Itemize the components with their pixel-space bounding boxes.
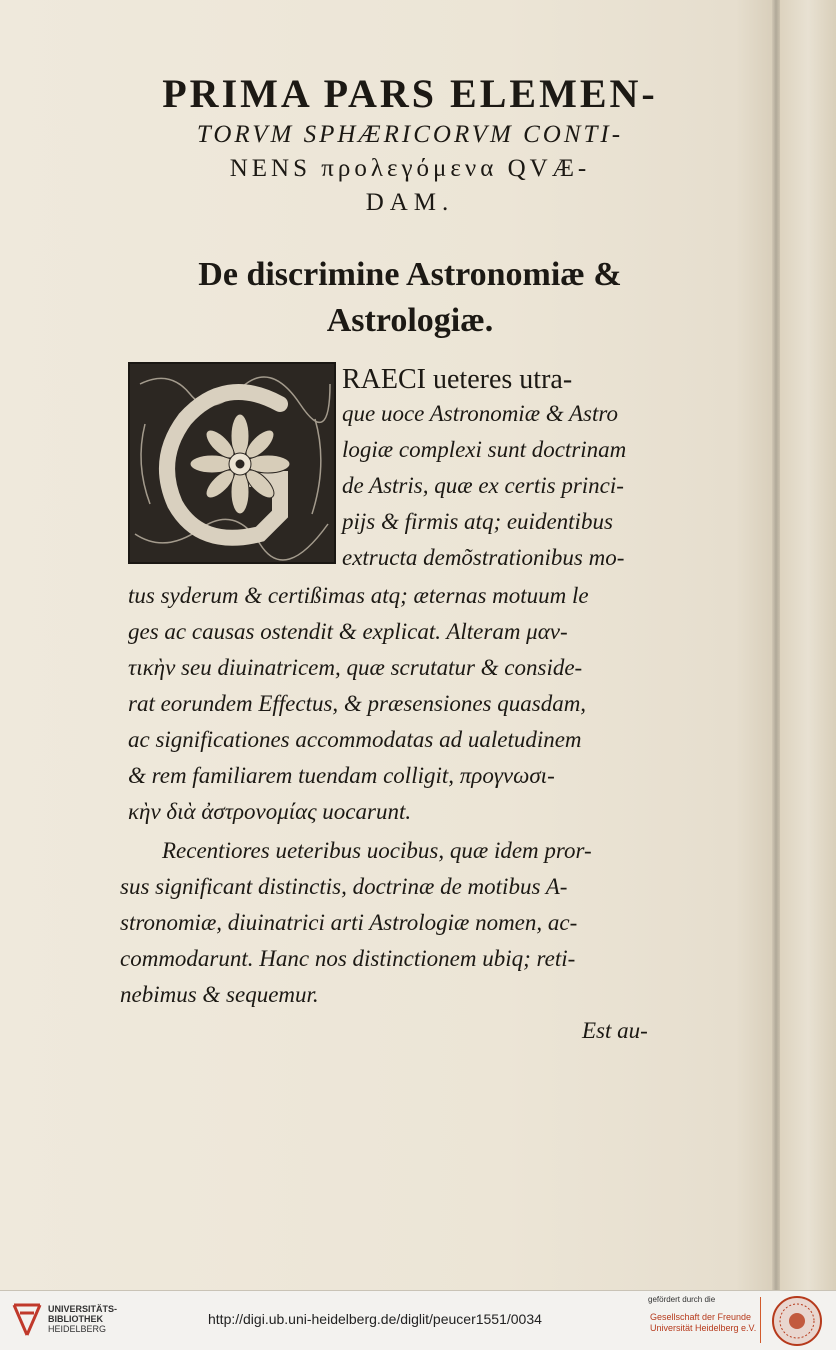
ub-logo-icon (10, 1299, 44, 1341)
library-line-1: UNIVERSITÄTS- (48, 1304, 118, 1314)
text-line: tus syderum & certißimas atq; æternas motuum le (128, 583, 589, 608)
title-line-4: DAM. (365, 189, 455, 216)
catchword: Est au- (582, 1018, 648, 1043)
text-line: extructa demõstrationibus mo- (342, 545, 625, 570)
text-line: stronomiæ, diuinatrici arti Astrologiæ nomen, ac- (120, 910, 578, 935)
title-line-1: PRIMA PARS ELEMEN- (162, 71, 658, 116)
text-line: rat eorundem Effectus, & præsensiones quasdam, (128, 691, 587, 716)
page-title (110, 70, 710, 220)
text-line: κὴν διὰ ἀστρονομίας uocarunt. (128, 799, 412, 824)
permalink-url[interactable]: http://digi.ub.uni-heidelberg.de/diglit/peucer1551/0034 (208, 1311, 542, 1327)
university-seal-icon (770, 1295, 824, 1347)
viewer-footer (0, 1290, 836, 1350)
text-line: que uoce Astronomiæ & Astro (342, 401, 618, 426)
heading-line-1: De discrimine Astronomiæ & (198, 256, 622, 293)
decorated-initial-g (128, 362, 336, 564)
page-edge (780, 0, 836, 1290)
text-line: RAECI ueteres utra- (342, 364, 573, 395)
footer-divider (760, 1297, 761, 1343)
library-line-2: BIBLIOTHEK (48, 1314, 103, 1324)
text-line: sus significant distinctis, doctrinæ de motibus A- (120, 874, 568, 899)
library-name (48, 1304, 117, 1334)
text-line: pijs & firmis atq; euidentibus (342, 509, 613, 534)
text-line: logiæ complexi sunt doctrinam (342, 437, 627, 462)
sponsor-label: gefördert durch die (648, 1295, 716, 1304)
page-gutter (772, 0, 780, 1290)
text-line: τικὴν seu diuinatricem, quæ scrutatur & conside- (128, 655, 583, 680)
text-line: nebimus & sequemur. (120, 982, 319, 1007)
text-line: commodarunt. Hanc nos distinctionem ubiq; reti- (120, 946, 576, 971)
title-line-3: NENS προλεγόμενα QVÆ- (229, 155, 591, 182)
title-line-2: TORVM SPHÆRICORVM CONTI- (196, 121, 624, 148)
text-line: ac significationes accommodatas ad ualetudinem (128, 727, 582, 752)
text-line: ges ac causas ostendit & explicat. Alteram μαν- (128, 619, 568, 644)
text-line: Recentiores ueteribus uocibus, quæ idem pror- (162, 838, 592, 863)
section-heading (120, 252, 700, 344)
text-line: & rem familiarem tuendam colligit, προγνωσι- (128, 763, 555, 788)
sponsor-line-1: Gesellschaft der Freunde (650, 1312, 752, 1322)
ornament-image (130, 364, 334, 562)
sponsor-name (650, 1312, 756, 1334)
library-line-3: HEIDELBERG (48, 1324, 107, 1334)
sponsor-line-2: Universität Heidelberg e.V. (650, 1323, 757, 1333)
heading-line-2: Astrologiæ. (326, 302, 494, 339)
text-line: de Astris, quæ ex certis princi- (342, 473, 624, 498)
